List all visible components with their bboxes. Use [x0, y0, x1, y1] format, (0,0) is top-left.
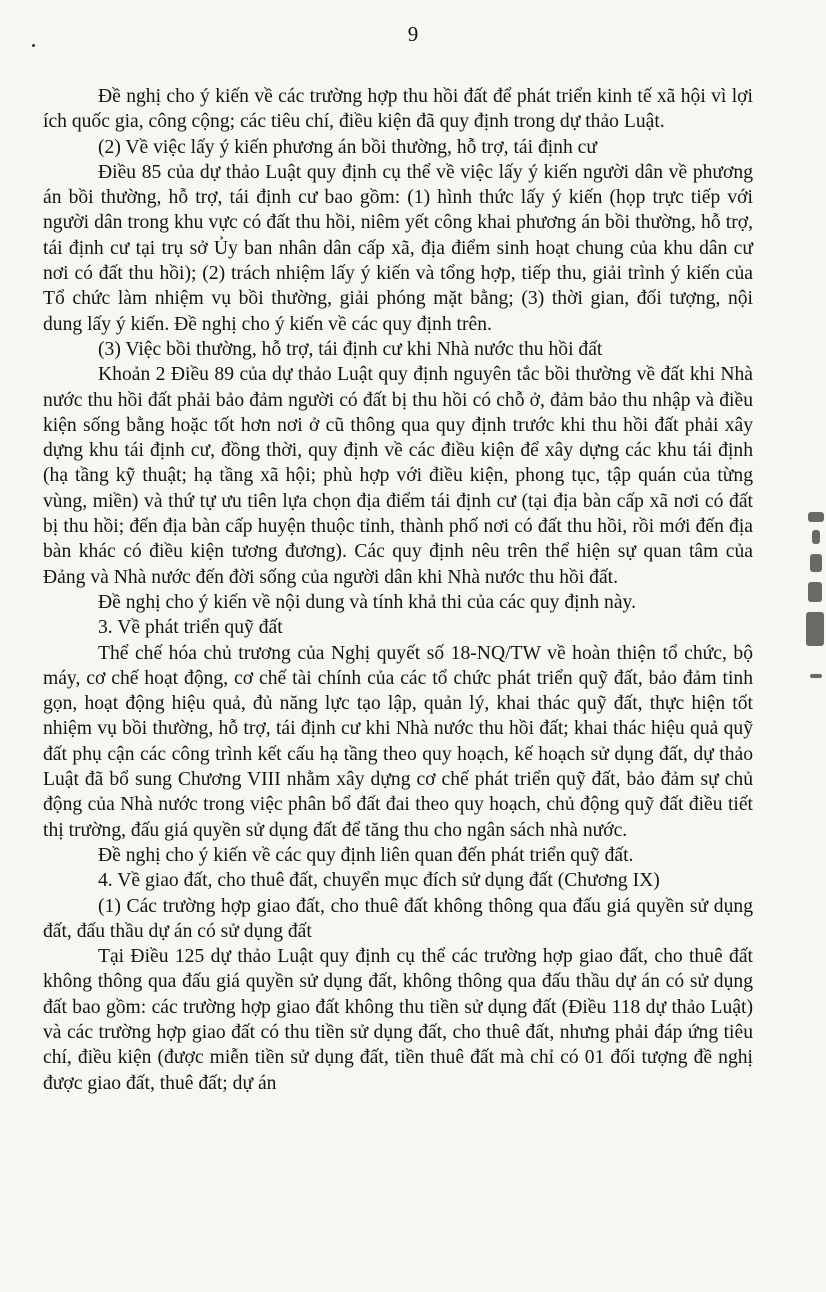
paragraph: Đề nghị cho ý kiến về nội dung và tính khả thi của các quy định này. — [98, 591, 636, 613]
section-heading: (2) Về việc lấy ý kiến phương án bồi thường, hỗ trợ, tái định cư — [98, 136, 597, 158]
paragraph: Thể chế hóa chủ trương của Nghị quyết số 18-NQ/TW về hoàn thiện tổ chức, bộ máy, cơ chế hoạt động, cơ chế tài chính của các tổ chức phát triển quỹ đất, bảo đảm tinh gọn, hoạt động hiệu quả, đủ năng lực tạo lập, quản lý, khai thác quỹ đất, thực hiện tốt nhiệm vụ bồi thường, hỗ trợ, tái định cư khi Nhà nước thu hồi đất; khai thác hiệu quả quỹ đất phụ cận các công trình kết cấu hạ tầng theo quy hoạch, kế hoạch sử dụng đất, dự thảo Luật đã bổ sung Chương VIII nhằm xây dựng cơ chế phát triển quỹ đất, bảo đảm sự chủ động của Nhà nước trong việc phân bổ đất đai theo quy hoạch, chủ động quỹ đất điều tiết thị trường, đấu giá quyền sử dụng đất để tăng thu cho ngân sách nhà nước. — [43, 642, 753, 841]
section-heading: 3. Về phát triển quỹ đất — [98, 617, 283, 639]
document-body — [43, 84, 753, 1096]
paragraph: Điều 85 của dự thảo Luật quy định cụ thể về việc lấy ý kiến người dân về phương án bồi thường, hỗ trợ, tái định cư bao gồm: (1) hình thức lấy ý kiến (họp trực tiếp với người dân trong khu vực có đất thu hồi, niêm yết công khai phương án bồi thường, hỗ trợ, tái định cư tại trụ sở Ủy ban nhân dân cấp xã, địa điểm sinh hoạt chung của khu dân cư nơi có đất thu hồi); (2) trách nhiệm lấy ý kiến và tổng hợp, tiếp thu, giải trình ý kiến của Tổ chức làm nhiệm vụ bồi thường, giải phóng mặt bằng; (3) thời gian, đối tượng, nội dung lấy ý kiến. Đề nghị cho ý kiến về các quy định trên. — [43, 161, 753, 335]
page-number: 9 — [407, 22, 419, 46]
margin-stamp-mark — [802, 512, 826, 682]
section-heading: 4. Về giao đất, cho thuê đất, chuyển mục đích sử dụng đất (Chương IX) — [98, 870, 660, 892]
section-heading: (3) Việc bồi thường, hỗ trợ, tái định cư khi Nhà nước thu hồi đất — [98, 338, 603, 360]
paragraph: Đề nghị cho ý kiến về các quy định liên quan đến phát triển quỹ đất. — [98, 844, 634, 866]
section-heading: (1) Các trường hợp giao đất, cho thuê đất không thông qua đấu giá quyền sử dụng đất, đấu thầu dự án có sử dụng đất — [43, 895, 753, 942]
paragraph: Đề nghị cho ý kiến về các trường hợp thu hồi đất để phát triển kinh tế xã hội vì lợi ích quốc gia, công cộng; các tiêu chí, điều kiện đã quy định trong dự thảo Luật. — [43, 86, 753, 133]
paragraph: Khoản 2 Điều 89 của dự thảo Luật quy định nguyên tắc bồi thường về đất khi Nhà nước thu hồi đất phải bảo đảm người có đất bị thu hồi có chỗ ở, đảm bảo thu nhập và điều kiện sống bằng hoặc tốt hơn nơi ở cũ thông qua quy định trước khi thu hồi đất phải xây dựng khu tái định cư, đồng thời, quy định về các điều kiện để xây dựng các khu tái định (hạ tầng kỹ thuật; hạ tầng xã hội; phù hợp với điều kiện, phong tục, tập quán của từng vùng, miền) và thứ tự ưu tiên lựa chọn địa điểm tái định cư (tại địa bàn cấp xã nơi có đất bị thu hồi; đến địa bàn cấp huyện thuộc tỉnh, thành phố nơi có đất thu hồi, rồi mới đến địa bàn khác có điều kiện tương đương). Các quy định nêu trên thể hiện sự quan tâm của Đảng và Nhà nước đến đời sống của người dân khi Nhà nước thu hồi đất. — [43, 364, 753, 588]
paragraph: Tại Điều 125 dự thảo Luật quy định cụ thể các trường hợp giao đất, cho thuê đất không thông qua đấu giá quyền sử dụng đất, không thông qua đấu thầu dự án có sử dụng đất bao gồm: các trường hợp giao đất không thu tiền sử dụng đất (Điều 118 dự thảo Luật) và các trường hợp giao đất có thu tiền sử dụng đất, cho thuê đất, nhưng phải đáp ứng tiêu chí, điều kiện (được miễn tiền sử dụng đất, tiền thuê đất mà chỉ có 01 đối tượng đề nghị được giao đất, thuê đất; dự án — [43, 946, 753, 1094]
